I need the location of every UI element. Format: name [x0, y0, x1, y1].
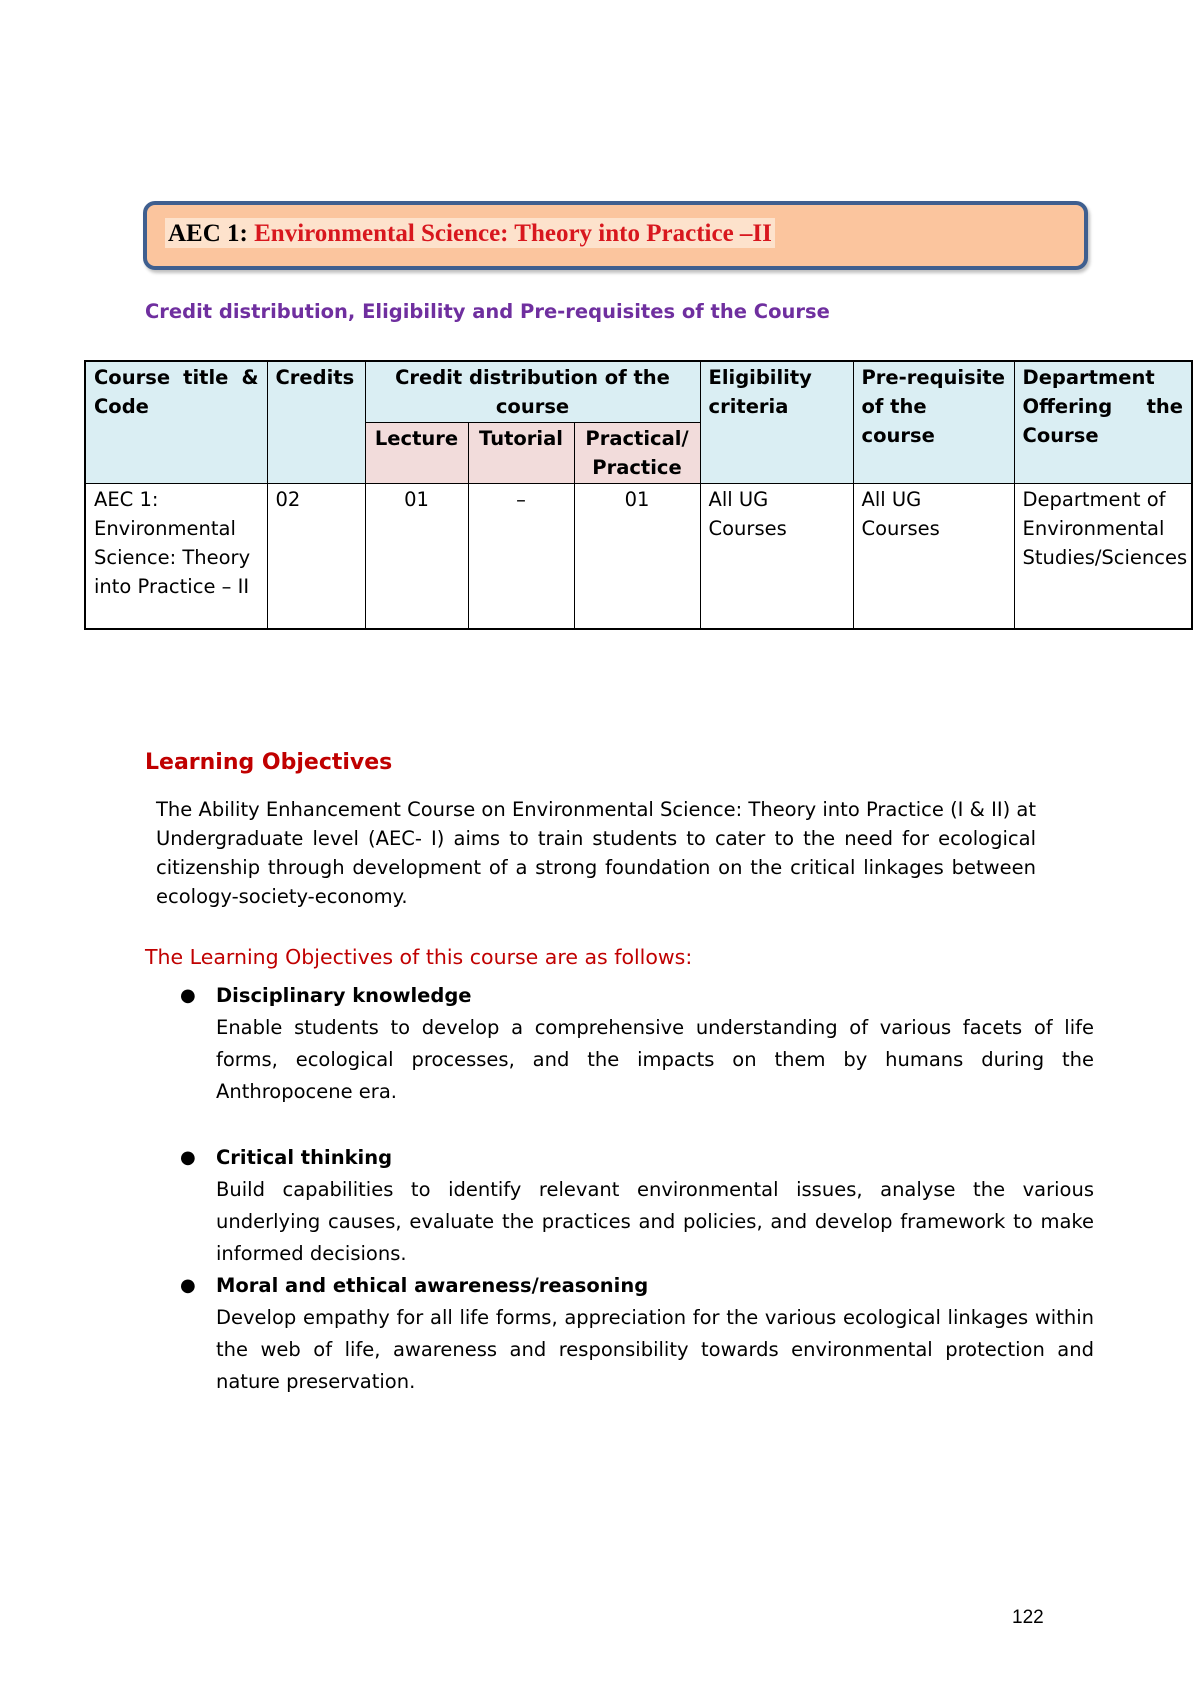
list-item: [180, 1142, 1094, 1270]
header-practical: Practical/ Practice: [574, 423, 700, 484]
course-title-box: [143, 201, 1088, 270]
bullet-icon: ●: [180, 1275, 196, 1296]
list-item: [180, 980, 1094, 1108]
objective-text: Enable students to develop a comprehensive understanding of various facets of life forms, ecological processes, and the impacts on them by humans during the Anthropocene era.: [216, 1016, 1094, 1103]
objective-text: Develop empathy for all life forms, appreciation for the various ecological linkages within the web of life, awareness and responsibility towards environmental protection and nature preservation.: [216, 1306, 1094, 1393]
page-number: 122: [1012, 1607, 1044, 1628]
course-title: [165, 218, 775, 248]
cell-lecture: 01: [365, 484, 468, 630]
credit-distribution-table: [84, 360, 1193, 630]
header-tutorial: Tutorial: [468, 423, 574, 484]
header-department: Department Offering the Course: [1014, 361, 1192, 484]
objective-title: Critical thinking: [216, 1146, 393, 1169]
header-lecture: Lecture: [365, 423, 468, 484]
header-eligibility: Eligibility criteria: [700, 361, 853, 484]
objective-text: Build capabilities to identify relevant environmental issues, analyse the various underlying causes, evaluate the practices and policies, and develop framework to make informed decisions.: [216, 1178, 1094, 1265]
learning-objectives-heading: Learning Objectives: [145, 750, 393, 775]
objectives-list: [180, 980, 1094, 1398]
learning-objectives-intro: The Ability Enhancement Course on Environmental Science: Theory into Practice (I & II) at Undergraduate level (AEC- I) aims to train students to cater to the need for ecological citizenship through development of a strong foundation on the critical linkages between ecology-society-economy.: [156, 798, 1036, 908]
cell-course-title: AEC 1: Environmental Science: Theory into Practice – II: [85, 484, 267, 630]
cell-eligibility: All UG Courses: [700, 484, 853, 630]
bullet-icon: ●: [180, 1147, 196, 1168]
cell-department: Department of Environmental Studies/Sciences: [1014, 484, 1192, 630]
header-prerequisite: Pre-requisite of the course: [853, 361, 1014, 484]
list-item: [180, 1270, 1094, 1398]
header-credit-distribution: Credit distribution of the course: [365, 361, 700, 423]
credit-section-heading: Credit distribution, Eligibility and Pre-requisites of the Course: [145, 300, 830, 323]
cell-credits: 02: [267, 484, 365, 630]
bullet-icon: ●: [180, 985, 196, 1006]
objectives-list-heading: The Learning Objectives of this course are as follows:: [145, 945, 693, 969]
table-row: [85, 484, 1192, 630]
header-credits: Credits: [267, 361, 365, 484]
cell-practical: 01: [574, 484, 700, 630]
objective-title: Disciplinary knowledge: [216, 984, 472, 1007]
course-code: AEC 1:: [168, 220, 255, 247]
cell-prerequisite: All UG Courses: [853, 484, 1014, 630]
objective-title: Moral and ethical awareness/reasoning: [216, 1274, 649, 1297]
cell-tutorial: –: [468, 484, 574, 630]
course-name: Environmental Science: Theory into Practice –II: [254, 220, 772, 247]
header-course-title: Course title & Code: [85, 361, 267, 484]
